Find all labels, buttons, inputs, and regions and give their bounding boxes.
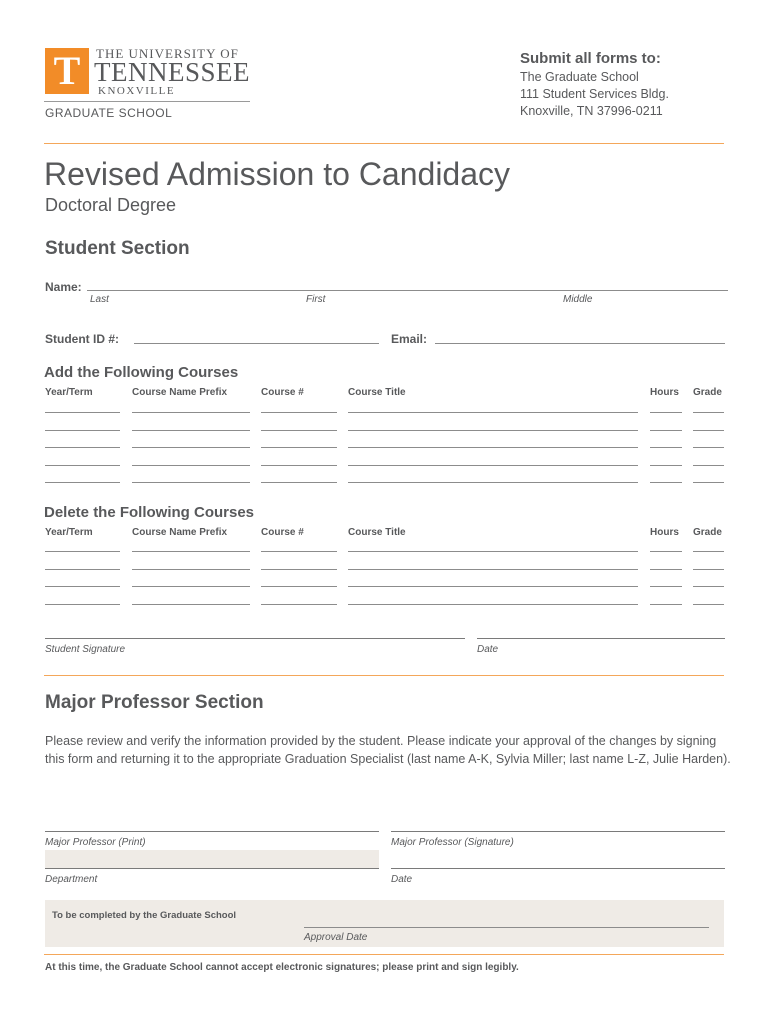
address-line-1: The Graduate School (520, 70, 639, 84)
name-middle-caption: Middle (563, 294, 593, 305)
delete-row2-grade-field[interactable] (693, 569, 724, 570)
delete-col-year-term: Year/Term (45, 527, 93, 538)
add-col-hours: Hours (650, 387, 679, 398)
student-signature-caption: Student Signature (45, 644, 126, 655)
professor-print-caption: Major Professor (Print) (45, 837, 146, 848)
add-row3-year-term-field[interactable] (45, 447, 120, 448)
delete-row2-course-title-field[interactable] (348, 569, 638, 570)
delete-col-course-title: Course Title (348, 527, 406, 538)
add-row4-grade-field[interactable] (693, 465, 724, 466)
delete-row4-grade-field[interactable] (693, 604, 724, 605)
add-col-grade: Grade (693, 387, 722, 398)
approval-date-field[interactable] (304, 927, 709, 928)
university-name-line2: TENNESSEE (94, 57, 250, 87)
address-line-2: 111 Student Services Bldg. (520, 87, 669, 101)
delete-row4-course-title-field[interactable] (348, 604, 638, 605)
add-row5-course-number-field[interactable] (261, 482, 337, 483)
name-first-caption: First (306, 294, 326, 305)
professor-print-field[interactable] (45, 831, 379, 832)
add-row3-course-number-field[interactable] (261, 447, 337, 448)
add-row2-hours-field[interactable] (650, 430, 682, 431)
delete-row3-course-number-field[interactable] (261, 586, 337, 587)
delete-row3-year-term-field[interactable] (45, 586, 120, 587)
add-row5-hours-field[interactable] (650, 482, 682, 483)
approval-date-caption: Approval Date (304, 932, 368, 943)
add-row2-prefix-field[interactable] (132, 430, 250, 431)
department-input[interactable] (45, 850, 379, 868)
submit-forms-heading: Submit all forms to: (520, 50, 661, 67)
name-field[interactable] (87, 290, 728, 291)
student-signature-field[interactable] (45, 638, 465, 639)
add-col-course-title: Course Title (348, 387, 406, 398)
delete-row1-prefix-field[interactable] (132, 551, 250, 552)
delete-row1-course-title-field[interactable] (348, 551, 638, 552)
add-row4-course-title-field[interactable] (348, 465, 638, 466)
add-row3-grade-field[interactable] (693, 447, 724, 448)
delete-row3-grade-field[interactable] (693, 586, 724, 587)
delete-row1-year-term-field[interactable] (45, 551, 120, 552)
add-row2-course-title-field[interactable] (348, 430, 638, 431)
add-row4-year-term-field[interactable] (45, 465, 120, 466)
delete-row2-year-term-field[interactable] (45, 569, 120, 570)
add-row5-year-term-field[interactable] (45, 482, 120, 483)
department-caption: Department (45, 874, 98, 885)
delete-row3-hours-field[interactable] (650, 586, 682, 587)
delete-row2-course-number-field[interactable] (261, 569, 337, 570)
add-row2-grade-field[interactable] (693, 430, 724, 431)
delete-col-grade: Grade (693, 527, 722, 538)
professor-date-field[interactable] (391, 868, 725, 869)
section-divider (44, 675, 724, 676)
delete-courses-title: Delete the Following Courses (44, 504, 255, 521)
department-field[interactable] (45, 868, 379, 869)
professor-section-title: Major Professor Section (45, 692, 264, 713)
add-col-year-term: Year/Term (45, 387, 93, 398)
delete-row4-prefix-field[interactable] (132, 604, 250, 605)
delete-row4-course-number-field[interactable] (261, 604, 337, 605)
student-section-title: Student Section (45, 238, 190, 259)
student-id-field[interactable] (134, 343, 379, 344)
delete-row3-course-title-field[interactable] (348, 586, 638, 587)
delete-row1-hours-field[interactable] (650, 551, 682, 552)
address-line-3: Knoxville, TN 37996-0211 (520, 104, 663, 118)
add-row1-course-title-field[interactable] (348, 412, 638, 413)
add-row1-course-number-field[interactable] (261, 412, 337, 413)
add-row3-hours-field[interactable] (650, 447, 682, 448)
footer-divider (44, 954, 724, 955)
add-row2-course-number-field[interactable] (261, 430, 337, 431)
graduate-school-box (45, 900, 724, 947)
add-row5-grade-field[interactable] (693, 482, 724, 483)
delete-col-course-number: Course # (261, 527, 304, 538)
student-date-field[interactable] (477, 638, 725, 639)
add-row1-hours-field[interactable] (650, 412, 682, 413)
email-label: Email: (391, 332, 428, 346)
add-row4-course-number-field[interactable] (261, 465, 337, 466)
graduate-school-box-label: To be completed by the Graduate School (52, 910, 237, 921)
delete-row1-course-number-field[interactable] (261, 551, 337, 552)
footer-note: At this time, the Graduate School cannot accept electronic signatures; please print and sign legibly. (45, 962, 519, 973)
delete-col-prefix: Course Name Prefix (132, 527, 228, 538)
add-row4-hours-field[interactable] (650, 465, 682, 466)
university-name-line1: THE UNIVERSITY OF (96, 46, 239, 61)
email-field[interactable] (435, 343, 725, 344)
professor-signature-field[interactable] (391, 831, 725, 832)
header-divider (44, 143, 724, 144)
delete-row4-hours-field[interactable] (650, 604, 682, 605)
add-row1-year-term-field[interactable] (45, 412, 120, 413)
delete-row1-grade-field[interactable] (693, 551, 724, 552)
delete-row2-hours-field[interactable] (650, 569, 682, 570)
logo-divider (44, 101, 250, 102)
ut-logo-letter: T (53, 48, 81, 93)
delete-row3-prefix-field[interactable] (132, 586, 250, 587)
add-row4-prefix-field[interactable] (132, 465, 250, 466)
delete-row2-prefix-field[interactable] (132, 569, 250, 570)
name-label: Name: (45, 280, 82, 294)
delete-row4-year-term-field[interactable] (45, 604, 120, 605)
add-courses-title: Add the Following Courses (44, 364, 239, 381)
add-row2-year-term-field[interactable] (45, 430, 120, 431)
form-subtitle: Doctoral Degree (45, 195, 177, 215)
student-date-caption: Date (477, 644, 499, 655)
professor-instructions: Please review and verify the information provided by the student. Please indicate your approval of the changes by signing this form and returning it to the appropriate Graduation Specialist (last name A-K, Sylvia Miller; last name L-Z, Julie Harden). (45, 734, 731, 766)
add-row5-course-title-field[interactable] (348, 482, 638, 483)
add-row3-prefix-field[interactable] (132, 447, 250, 448)
delete-col-hours: Hours (650, 527, 679, 538)
add-row5-prefix-field[interactable] (132, 482, 250, 483)
add-row1-prefix-field[interactable] (132, 412, 250, 413)
university-name-line3: KNOXVILLE (98, 85, 176, 97)
add-row1-grade-field[interactable] (693, 412, 724, 413)
name-last-caption: Last (90, 294, 109, 305)
add-row3-course-title-field[interactable] (348, 447, 638, 448)
professor-date-caption: Date (391, 874, 413, 885)
student-id-label: Student ID #: (45, 332, 119, 346)
graduate-school-label: GRADUATE SCHOOL (45, 106, 173, 120)
add-col-course-number: Course # (261, 387, 304, 398)
form-title: Revised Admission to Candidacy (44, 156, 511, 192)
add-col-prefix: Course Name Prefix (132, 387, 228, 398)
professor-signature-caption: Major Professor (Signature) (391, 837, 514, 848)
